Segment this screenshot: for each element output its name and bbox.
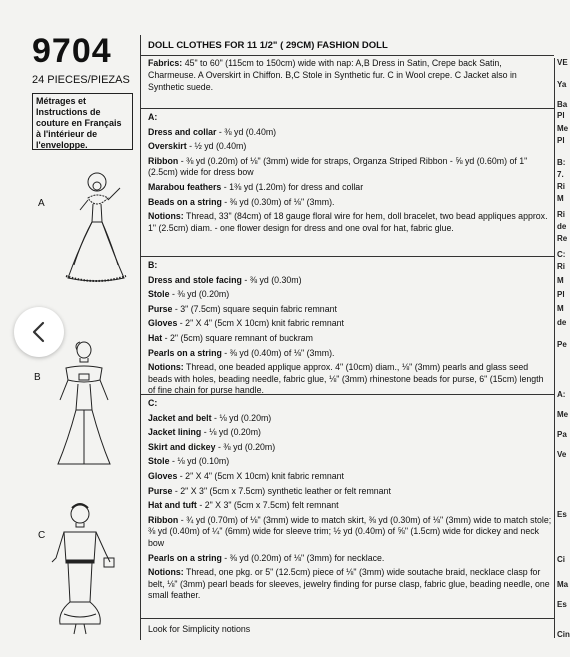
chevron-left-icon [30,321,48,343]
edge-fragment: Me [557,124,569,133]
list-item [148,427,552,439]
item-text: - ¾ yd (0.70m) of ⅛" (3mm) wide to match skirt, ⅜ yd (0.30m) of ⅛" (3mm) wide to match stole; ⅜ yd (0.40m) of ¼" (6mm) wide for sleeve trim; ½ yd (0.40m) of ⅝" (1.5cm) wide for dickey and neck bow [148,514,552,548]
right-divider [554,58,555,638]
item-name: Purse [148,485,173,496]
edge-fragment: Ya [557,80,567,89]
edge-fragment: Pl [557,136,565,145]
edge-fragment: M [557,194,564,203]
edge-fragment: Me [557,410,569,419]
item-name: Pearls on a string [148,552,222,563]
list-item [148,567,552,602]
section-c-divider [140,618,554,619]
item-name: Notions: [148,567,184,578]
item-name: Stole [148,289,170,300]
fabrics-label: Fabrics: [148,58,183,68]
list-item [148,471,552,483]
item-name: Pearls on a string [148,347,222,358]
item-name: Jacket lining [148,427,202,438]
view-label-c: C [38,530,46,541]
item-name: Stole [148,456,170,467]
section-b [148,260,552,400]
pattern-title: DOLL CLOTHES FOR 11 1/2" ( 29CM) FASHION DOLL [148,40,388,51]
edge-fragment: Es [557,510,567,519]
list-item [148,289,552,301]
section-c [148,398,552,605]
pieces-count: 24 PIECES/PIEZAS [32,74,130,86]
item-text: Thread, one pkg. or 5" (12.5cm) piece of ⅛" (3mm) wide soutache braid, necklace clasp for belt, ⅛" (3mm) pearl beads for sleeves, jewelry finding for purse clasp, fabric glue, beading needle, one small feather. [148,567,550,601]
list-item [148,275,552,287]
pattern-number: 9704 [32,32,112,70]
list-item [148,182,552,194]
item-name: Ribbon [148,514,179,525]
item-name: Hat and tuft [148,500,197,511]
doll-figure-c [38,502,128,637]
item-text: - ½ yd (0.40m) [189,141,247,152]
list-item [148,211,552,234]
item-name: Jacket and belt [148,412,212,423]
item-text: Thread, 33" (84cm) of 18 gauge floral wire for hem, doll bracelet, two bead appliques approx. 1" (2.5cm) diam. - one flower design for dress and one oval for hat, fabric glue. [148,211,548,233]
edge-fragment: Ma [557,580,569,589]
edge-fragment: Pl [557,111,565,120]
section-label: C: [148,398,158,408]
fabrics-block [148,57,552,93]
edge-fragment: Ba [557,100,568,109]
item-name: Dress and collar [148,126,217,137]
previous-image-button[interactable] [14,307,64,357]
list-item [148,515,552,550]
item-text: - ⅜ yd (0.20m) of ⅛" (3mm) for necklace. [224,552,385,563]
header-divider [140,55,554,56]
item-text: - 2" X 4" (5cm X 10cm) knit fabric remnant [179,470,344,481]
list-item [148,318,552,330]
doll-figure-a [52,170,136,285]
left-divider [140,35,141,640]
section-label: A: [148,112,158,122]
edge-fragment: Pa [557,430,567,439]
edge-fragment: Ri [557,182,565,191]
item-name: Marabou feathers [148,181,222,192]
edge-fragment: B: [557,158,566,167]
edge-fragment: de [557,318,567,327]
item-text: - 2" X 3" (5cm x 7.5cm) felt remnant [199,500,339,511]
item-text: - 2" (5cm) square remnant of buckram [164,332,313,343]
item-text: - ⅜ yd (0.20m) [171,289,230,300]
item-name: Hat [148,332,163,343]
item-text: - 1⅜ yd (1.20m) for dress and collar [223,181,364,192]
item-name: Notions: [148,211,184,222]
list-item [148,304,552,316]
edge-fragment: Pl [557,290,565,299]
edge-fragment: M [557,276,564,285]
section-a-divider [140,256,554,257]
footer-note: Look for Simplicity notions [148,624,251,634]
item-name: Gloves [148,318,178,329]
list-item [148,413,552,425]
item-name: Dress and stole facing [148,274,242,285]
item-name: Skirt and dickey [148,441,216,452]
edge-fragment: VE [557,58,568,67]
edge-fragment: Ci [557,555,565,564]
list-item [148,486,552,498]
item-text: - ⅜ yd (0.30m) [244,274,302,285]
list-item [148,156,552,179]
list-item [148,500,552,512]
edge-fragment: Re [557,234,568,243]
item-text: - ⅜ yd (0.40m) [218,126,277,137]
item-name: Beads on a string [148,196,222,207]
item-text: Thread, one beaded applique approx. 4" (10cm) diam., ⅛" (3mm) pearls and glass seed beads with holes, beading needle, fabric glue, ⅛" (3mm) rhinestone beads for purse, 6" (15cm) length of fine chain for purse handle. [148,362,544,396]
item-text: - ⅛ yd (0.10m) [171,456,230,467]
item-name: Gloves [148,470,178,481]
item-text: - ⅜ yd (0.30m) of ⅛" (3mm). [224,196,335,207]
list-item [148,197,552,209]
edge-fragment: de [557,222,567,231]
fabrics-divider [140,108,554,109]
list-item [148,553,552,565]
list-item [148,348,552,360]
item-text: - 3" (7.5cm) square sequin fabric remnant [174,303,337,314]
item-text: - 2" X 4" (5cm X 10cm) knit fabric remnant [179,318,344,329]
edge-fragment: C: [557,250,566,259]
list-item [148,141,552,153]
french-instructions-note: Métrages et Instructions de couture en Français à l'intérieur de l'enveloppe. [32,93,133,150]
section-a [148,112,552,237]
edge-fragment: 7. [557,170,564,179]
item-name: Ribbon [148,155,179,166]
item-name: Purse [148,303,173,314]
item-name: Overskirt [148,141,187,152]
list-item [148,442,552,454]
edge-fragment: M [557,304,564,313]
item-text: - 2" X 3" (5cm x 7.5cm) synthetic leather or felt remnant [174,485,391,496]
list-item [148,333,552,345]
item-name: Notions: [148,362,184,373]
edge-fragment: Pe [557,340,567,349]
edge-fragment: A: [557,390,566,399]
item-text: - ⅜ yd (0.20m) of ⅛" (3mm) wide for straps, Organza Striped Ribbon - ⅝ yd (0.60m) of 1" (2.5cm) wide for dress bow [148,155,528,178]
edge-fragment: Cin [557,630,570,639]
item-text: - ⅛ yd (0.20m) [214,412,272,423]
section-label: B: [148,260,158,270]
list-item [148,456,552,468]
item-text: - ⅛ yd (0.20m) [203,427,261,438]
edge-fragment: Ve [557,450,567,459]
fabrics-text: 45" to 60" (115cm to 150cm) wide with nap: A,B Dress in Satin, Crepe back Satin, Charmeuse. A Overskirt in Chiffon. B,C Stole in Synthetic fur. C in Wool crepe. C Jacket also in Synthetic suede. [148,58,517,92]
edge-fragment: Ri [557,262,565,271]
edge-fragment: Es [557,600,567,609]
item-text: - ⅜ yd (0.20m) [217,441,276,452]
doll-figure-b [44,340,128,470]
view-label-b: B [34,372,41,383]
item-text: - ⅜ yd (0.40m) of ⅛" (3mm). [224,347,335,358]
view-label-a: A [38,198,45,209]
list-item [148,127,552,139]
edge-fragment: Ri [557,210,565,219]
list-item [148,362,552,397]
